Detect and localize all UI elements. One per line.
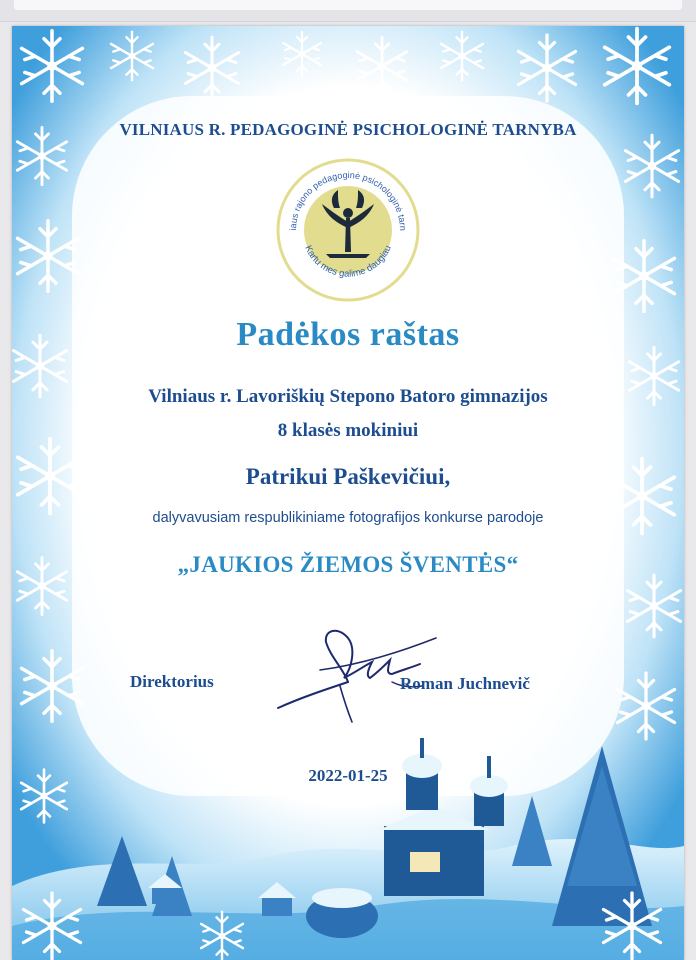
logo-ring-bottom-text: Kartu mes galime daugiau <box>302 243 394 280</box>
certificate-sheet <box>12 26 684 960</box>
organization-logo <box>274 156 422 304</box>
issue-date: 2022-01-25 <box>308 766 388 785</box>
director-name: Roman Juchnevič <box>400 674 530 693</box>
grade-line: 8 klasės mokiniui <box>277 420 419 441</box>
organization-name: VILNIAUS R. PEDAGOGINĖ PSICHOLOGINĖ TARNYBA <box>119 120 577 139</box>
browser-top-bar <box>0 0 696 22</box>
contest-name: „JAUKIOS ŽIEMOS ŠVENTĖS“ <box>177 552 519 577</box>
certificate-title: Padėkos raštas <box>236 316 460 353</box>
award-description: dalyvavusiam respublikiniame fotografijos konkurse parodoje <box>152 510 544 526</box>
school-name: Vilniaus r. Lavoriškių Stepono Batoro gimnazijos <box>148 386 548 407</box>
logo-ring-top-text: iaus rajono pedagoginė psichologinė tarn <box>287 169 409 231</box>
director-role: Direktorius <box>130 672 214 691</box>
top-strip <box>14 0 682 10</box>
tree-logo-icon <box>274 156 422 304</box>
signature-image <box>260 616 450 726</box>
student-name: Patrikui Paškevičiui, <box>245 464 451 489</box>
